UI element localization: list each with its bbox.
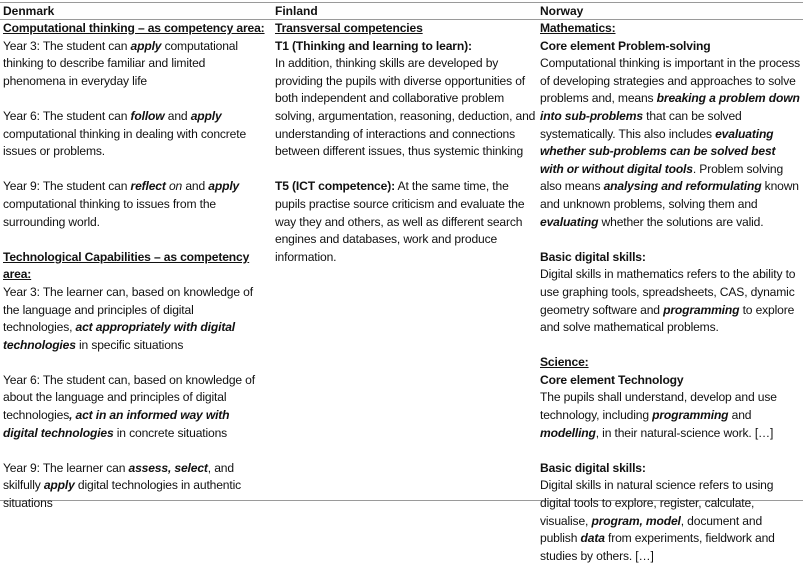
norway-math-text: Computational thinking is important in the process of developing strategies and approaches to solve problems and, means breaking a problem down into sub-problems that can be solved systematically. This also includes evaluating whether sub-problems can be solved best with or without digital tools. Problem solving also means analysing and reformulating known and unknown problems, solving them and evaluating whether the solutions are valid.: [540, 56, 801, 229]
denmark-year3-tech: Year 3: The learner can, based on knowledge of the language and principles of digital technologies, act appropriately with digital technologies in specific situations: [3, 284, 253, 352]
header-finland: Finland: [275, 4, 318, 18]
finland-cell: [275, 20, 537, 266]
table-header-row: [0, 3, 803, 20]
norway-math-bds-text: Digital skills in mathematics refers to the ability to use graphing tools, spreadsheets, CAS, dynamic geometry software and programming to explore and solve mathematical problems.: [540, 267, 796, 335]
norway-math-core: Core element Problem-solving: [540, 38, 711, 53]
header-norway: Norway: [540, 4, 584, 18]
finland-t5: T5 (ICT competence): At the same time, the pupils practise source criticism and evaluate the way they and others, as well as different search engines and databases, work and produce information.: [275, 179, 525, 264]
finland-title: Transversal competencies: [275, 21, 423, 35]
comparison-table: [0, 2, 803, 563]
denmark-year3-ct: Year 3: The student can apply computational thinking to describe familiar and limited phenomena in everyday life: [3, 38, 238, 88]
denmark-section2-title: Technological Capabilities – as competency area:: [3, 249, 250, 282]
norway-sci-bds-title: Basic digital skills:: [540, 460, 646, 475]
norway-math-title: Mathematics:: [540, 21, 616, 35]
finland-t1-title: T1 (Thinking and learning to learn):: [275, 38, 472, 53]
norway-sci-text: The pupils shall understand, develop and use technology, including programming and modelling, in their natural-science work. […]: [540, 390, 777, 440]
norway-sci-core: Core element Technology: [540, 372, 684, 387]
denmark-section1-title: Computational thinking – as competency area:: [3, 21, 265, 35]
denmark-year9-tech: Year 9: The learner can assess, select, and skilfully apply digital technologies in authentic situations: [3, 460, 242, 511]
norway-cell: [540, 20, 802, 565]
finland-t1-text: In addition, thinking skills are developed by providing the pupils with diverse opportunities of both independent and collaborative problem solving, argumentation, reasoning, deduction, and understanding of interactions and connections between different issues, thus systemic thinking: [275, 56, 536, 159]
header-denmark: Denmark: [3, 4, 55, 18]
denmark-year9-ct: Year 9: The student can reflect on and apply computational thinking to issues from the surrounding world.: [3, 179, 240, 229]
denmark-year6-tech: Year 6: The student can, based on knowledge of about the language and principles of digital technologies, act in an informed way with digital technologies in concrete situations: [3, 372, 255, 440]
norway-sci-bds-text: Digital skills in natural science refers to using digital tools to explore, register, calculate, visualise, program, model, document and publish data from experiments, fieldwork and studies by others. […]: [540, 478, 775, 563]
norway-sci-title: Science:: [540, 355, 589, 370]
norway-math-bds-title: Basic digital skills:: [540, 249, 646, 264]
denmark-cell: [3, 20, 265, 513]
denmark-year6-ct: Year 6: The student can follow and apply computational thinking in dealing with concrete issues or problems.: [3, 108, 247, 159]
